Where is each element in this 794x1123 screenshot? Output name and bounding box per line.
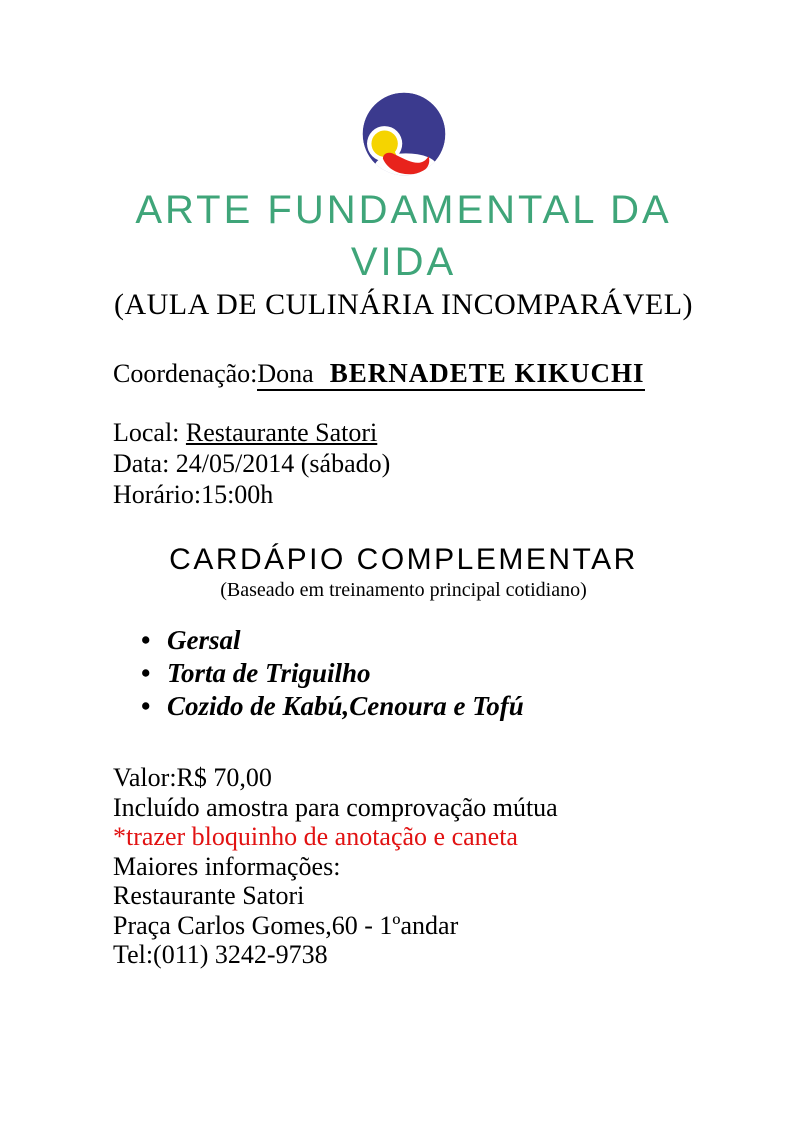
menu-item: • Cozido de Kabú,Cenoura e Tofú — [141, 690, 694, 723]
info-block — [113, 763, 694, 970]
date-line: Data: 24/05/2014 (sábado) — [113, 449, 391, 478]
menu-item: • Torta de Triguilho — [141, 657, 694, 690]
local-line — [113, 417, 694, 448]
menu-subheading: (Baseado em treinamento principal cotidiano) — [220, 579, 587, 601]
more-info-line: Maiores informações: — [113, 851, 341, 881]
local-value: Restaurante Satori — [185, 418, 378, 447]
coordination-honorific: Dona — [257, 359, 314, 388]
included-line: Incluído amostra para comprovação mútua — [113, 792, 558, 822]
page-subtitle: (AULA DE CULINÁRIA INCOMPARÁVEL) — [113, 288, 694, 321]
event-details — [113, 417, 694, 510]
restaurant-name: Restaurante Satori — [113, 881, 305, 910]
note-line: *trazer bloquinho de anotação e caneta — [113, 822, 518, 851]
local-label: Local: — [113, 418, 186, 447]
swirl-logo-icon — [360, 90, 448, 178]
coordination-line — [113, 358, 694, 389]
phone-line: Tel:(011) 3242-9738 — [113, 940, 328, 969]
coordination-value — [257, 359, 644, 391]
address-line: Praça Carlos Gomes,60 - 1ºandar — [113, 910, 459, 940]
coordination-name: BERNADETE KIKUCHI — [329, 358, 645, 388]
menu-heading: CARDÁPIO COMPLEMENTAR — [169, 543, 638, 576]
page-title — [113, 184, 694, 288]
coordination-label: Coordenação: — [113, 359, 258, 388]
menu-list — [141, 624, 694, 723]
menu-item: • Gersal — [141, 624, 694, 657]
logo — [113, 90, 694, 178]
title-line-1: ARTE FUNDAMENTAL DA — [135, 188, 672, 232]
price-line: Valor:R$ 70,00 — [113, 763, 272, 792]
title-line-2: VIDA — [350, 240, 457, 284]
time-line: Horário:15:00h — [113, 480, 274, 509]
